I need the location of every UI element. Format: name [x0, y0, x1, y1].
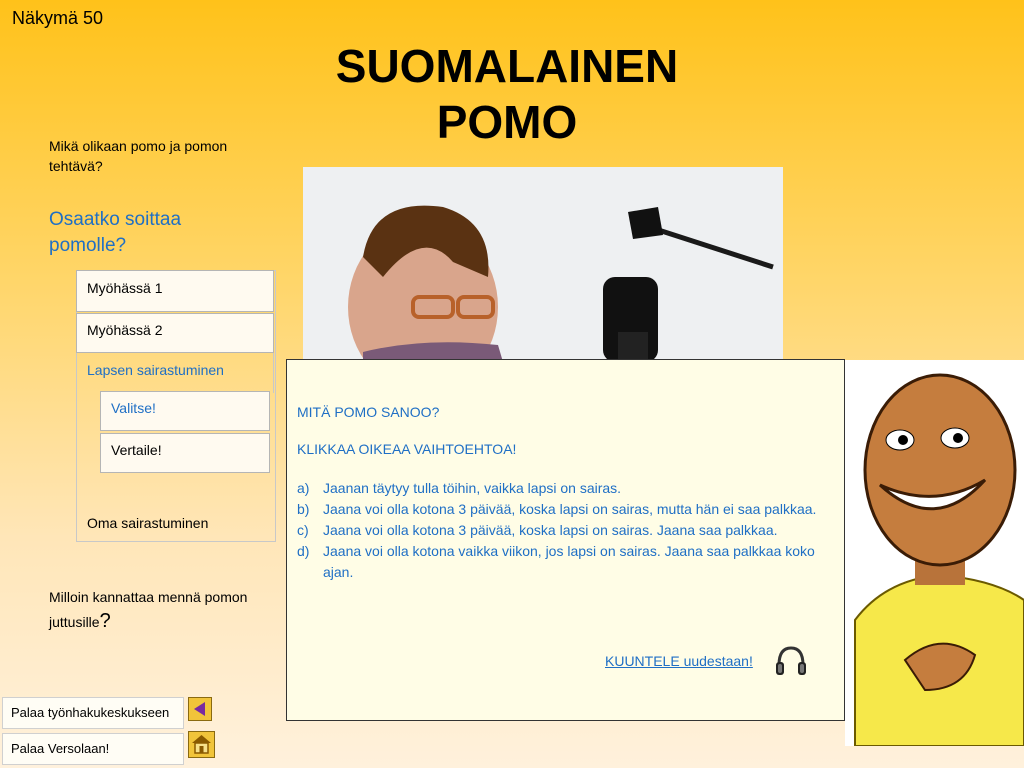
view-label: Näkymä 50: [12, 8, 104, 28]
nav-item-child-sick[interactable]: Lapsen sairastuminen: [76, 353, 274, 393]
nav-item-late-1[interactable]: Myöhässä 1: [76, 270, 274, 312]
cartoon-man-illustration: [845, 360, 1024, 746]
link-call-boss[interactable]: Osaatko soittaa pomolle?: [49, 209, 182, 256]
back-to-employment-office-button[interactable]: Palaa työnhakukeskukseen: [2, 697, 184, 729]
nav-item-late-2[interactable]: Myöhässä 2: [76, 313, 274, 353]
arrow-left-icon[interactable]: [188, 697, 212, 721]
cartoon-man: [845, 360, 1024, 746]
option-text: Jaana voi olla kotona vaikka viikon, jos lapsi on sairas. Jaana saa palkkaa koko ajan.: [323, 543, 815, 580]
listen-again-link[interactable]: KUUNTELE uudestaan!: [605, 653, 753, 669]
option-text: Jaanan täytyy tulla töihin, vaikka lapsi on sairas.: [323, 480, 622, 496]
panel-heading: MITÄ POMO SANOO?: [297, 404, 440, 420]
answer-options: [297, 478, 834, 583]
option-letter: d): [297, 543, 310, 559]
question-mark: ?: [99, 610, 111, 632]
option-text: Jaana voi olla kotona 3 päivää, koska lapsi on sairas. Jaana saa palkkaa.: [323, 522, 778, 538]
answer-option-b[interactable]: [297, 499, 834, 520]
panel-instruction: KLIKKAA OIKEAA VAIHTOEHTOA!: [297, 441, 517, 457]
headphones-icon[interactable]: [773, 643, 809, 679]
answer-option-c[interactable]: [297, 520, 834, 541]
option-letter: b): [297, 501, 310, 517]
nav-subitem-choose[interactable]: Valitse!: [100, 391, 270, 431]
question-when-talk-to-boss: [49, 585, 269, 634]
nav-item-own-sickness[interactable]: Oma sairastuminen: [87, 515, 209, 531]
option-letter: c): [297, 522, 309, 538]
answer-option-d[interactable]: [297, 541, 834, 583]
back-to-versola-button[interactable]: Palaa Versolaan!: [2, 733, 184, 765]
home-icon[interactable]: [188, 731, 215, 758]
option-text: Jaana voi olla kotona 3 päivää, koska lapsi on sairas, mutta hän ei saa palkkaa.: [323, 501, 817, 517]
boss-photo-illustration: [303, 167, 783, 362]
option-letter: a): [297, 480, 310, 496]
page-title: SUOMALAINEN POMO: [335, 40, 679, 148]
question-text: Milloin kannattaa mennä pomon juttusille: [49, 589, 248, 630]
nav-subitem-compare[interactable]: Vertaile!: [100, 433, 270, 473]
answer-option-a[interactable]: [297, 478, 834, 499]
question-panel: [286, 359, 845, 721]
question-boss-role: Mikä olikaan pomo ja pomon tehtävä?: [49, 138, 228, 174]
boss-photo: [303, 167, 783, 362]
